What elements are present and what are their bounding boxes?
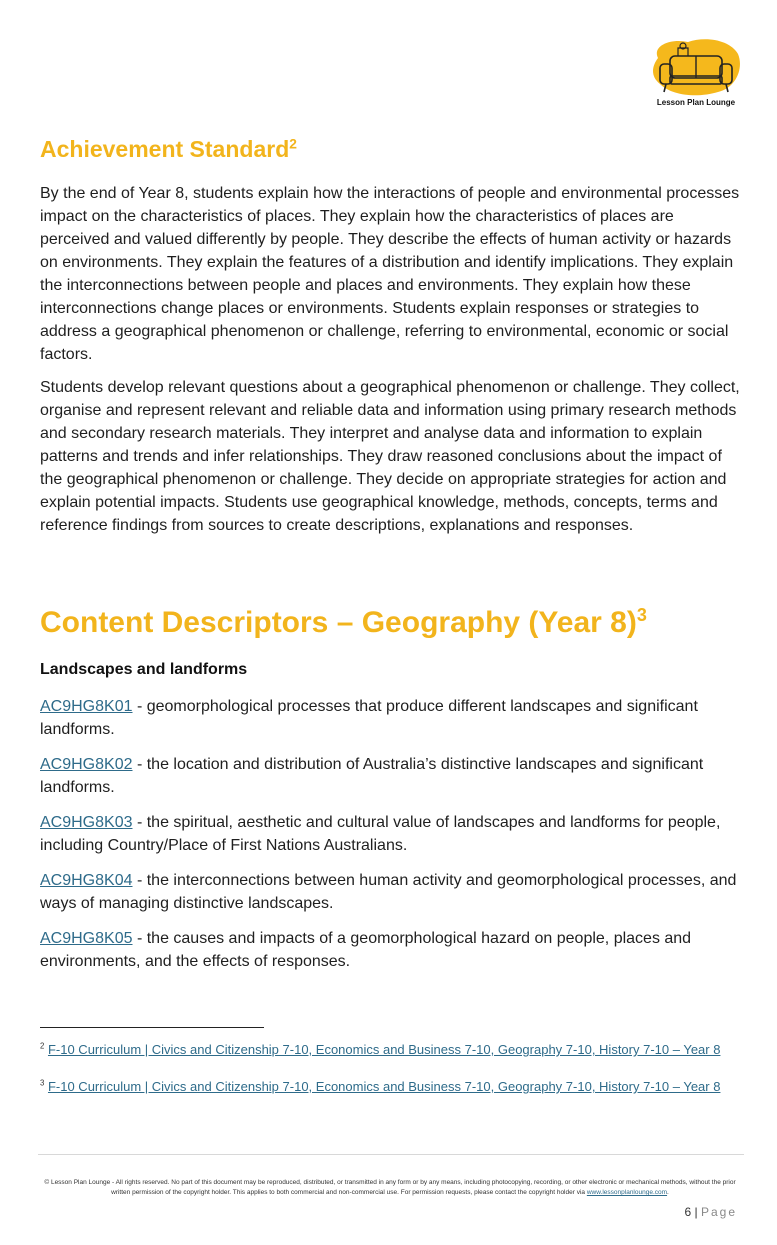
descriptor-item <box>40 811 740 857</box>
page-number-value: 6 <box>684 1205 692 1219</box>
logo-brand-text: Lesson Plan Lounge <box>656 98 736 107</box>
footnote-link[interactable]: F-10 Curriculum | Civics and Citizenship 7-10, Economics and Business 7-10, Geography 7-10, History 7-10 – Year 8 <box>47 1042 721 1057</box>
page-word: Page <box>700 1205 737 1219</box>
achievement-paragraph-1: By the end of Year 8, students explain how the interactions of people and environmental processes impact on the characteristics of places. They explain how the characteristics of places are perceived and valued differently by people. They describe the effects of human activity or hazards on environments. They explain the features of a distribution and identify implications. They explain the interconnections between people and places and environments. They explain how these interconnections change places or environments. Students explain responses or strategies to address a geographical phenomenon or challenge, referring to environmental, economic or social factors. <box>40 185 740 363</box>
descriptor-item <box>40 695 740 741</box>
footnote-ref-3[interactable]: 3 <box>636 605 647 625</box>
descriptor-text: - the spiritual, aesthetic and cultural value of landscapes and landforms for people, including Country/Place of First Nations Australians. <box>40 814 721 854</box>
footnote-2 <box>40 1041 745 1059</box>
footnote-separator <box>40 1027 264 1028</box>
achievement-standard-heading <box>40 136 297 163</box>
descriptor-text: - geomorphological processes that produce different landscapes and significant landforms. <box>40 698 698 738</box>
descriptor-item <box>40 869 740 915</box>
landscapes-subheading: Landscapes and landforms <box>40 661 248 678</box>
content-heading-text: Content Descriptors – Geography (Year 8) <box>40 606 637 639</box>
logo <box>648 38 744 110</box>
content-descriptors-heading <box>40 606 647 640</box>
descriptor-item <box>40 927 740 973</box>
achievement-paragraph-2: Students develop relevant questions about a geographical phenomenon or challenge. They collect, organise and represent relevant and reliable data and information using primary research methods and secondary research materials. They interpret and analyse data and information to explain patterns and trends and infer relationships. They draw reasoned conclusions about the impact of the geographical phenomenon or challenge. They decide on appropriate strategies for action and explain potential impacts. Students use geographical knowledge, methods, concepts, terms and reference findings from sources to create descriptions, explanations and responses. <box>40 379 740 534</box>
footnote-number: 2 <box>40 1041 45 1051</box>
page-number <box>684 1205 737 1219</box>
copyright-notice: © Lesson Plan Lounge - All rights reserved. No part of this document may be reproduced, distributed, or transmitted in any form or by any means, including photocopying, recording, or other electronic or mechanical methods, without the prior written permission of the copyright holder. This applies to both commercial and non-commercial use. For permission requests, please contact the copyright holder via www.lessonplanlounge.com. <box>44 1179 736 1196</box>
footnote-number: 3 <box>40 1078 45 1088</box>
descriptor-text: - the interconnections between human activity and geomorphological processes, and ways of managing distinctive landscapes. <box>40 872 737 912</box>
footer-divider <box>38 1154 744 1155</box>
sofa-icon <box>648 38 744 98</box>
page-separator: | <box>691 1205 701 1219</box>
footnote-ref-2[interactable]: 2 <box>289 136 297 152</box>
descriptor-code-link[interactable]: AC9HG8K01 <box>40 698 133 715</box>
descriptor-item <box>40 753 740 799</box>
descriptor-text: - the causes and impacts of a geomorphological hazard on people, places and environments, and the effects of responses. <box>40 930 692 970</box>
descriptor-code-link[interactable]: AC9HG8K04 <box>40 872 133 889</box>
footnote-3 <box>40 1078 745 1096</box>
website-link[interactable]: www.lessonplanlounge.com <box>586 1189 668 1196</box>
descriptor-code-link[interactable]: AC9HG8K03 <box>40 814 133 831</box>
descriptor-text: - the location and distribution of Australia’s distinctive landscapes and significant landforms. <box>40 756 704 796</box>
copyright-text: © Lesson Plan Lounge - All rights reserved. No part of this document may be reproduced, distributed, or transmitted in any form or by any means, including photocopying, recording, or other electronic or mechanical methods, without the prior written permission of the copyright holder. This applies to both commercial and non-commercial use. For permission requests, please contact the copyright holder via <box>44 1179 736 1196</box>
footnote-link[interactable]: F-10 Curriculum | Civics and Citizenship 7-10, Economics and Business 7-10, Geography 7-10, History 7-10 – Year 8 <box>47 1079 721 1094</box>
descriptor-code-link[interactable]: AC9HG8K02 <box>40 756 133 773</box>
descriptor-code-link[interactable]: AC9HG8K05 <box>40 930 133 947</box>
achievement-heading-text: Achievement Standard <box>40 136 290 162</box>
